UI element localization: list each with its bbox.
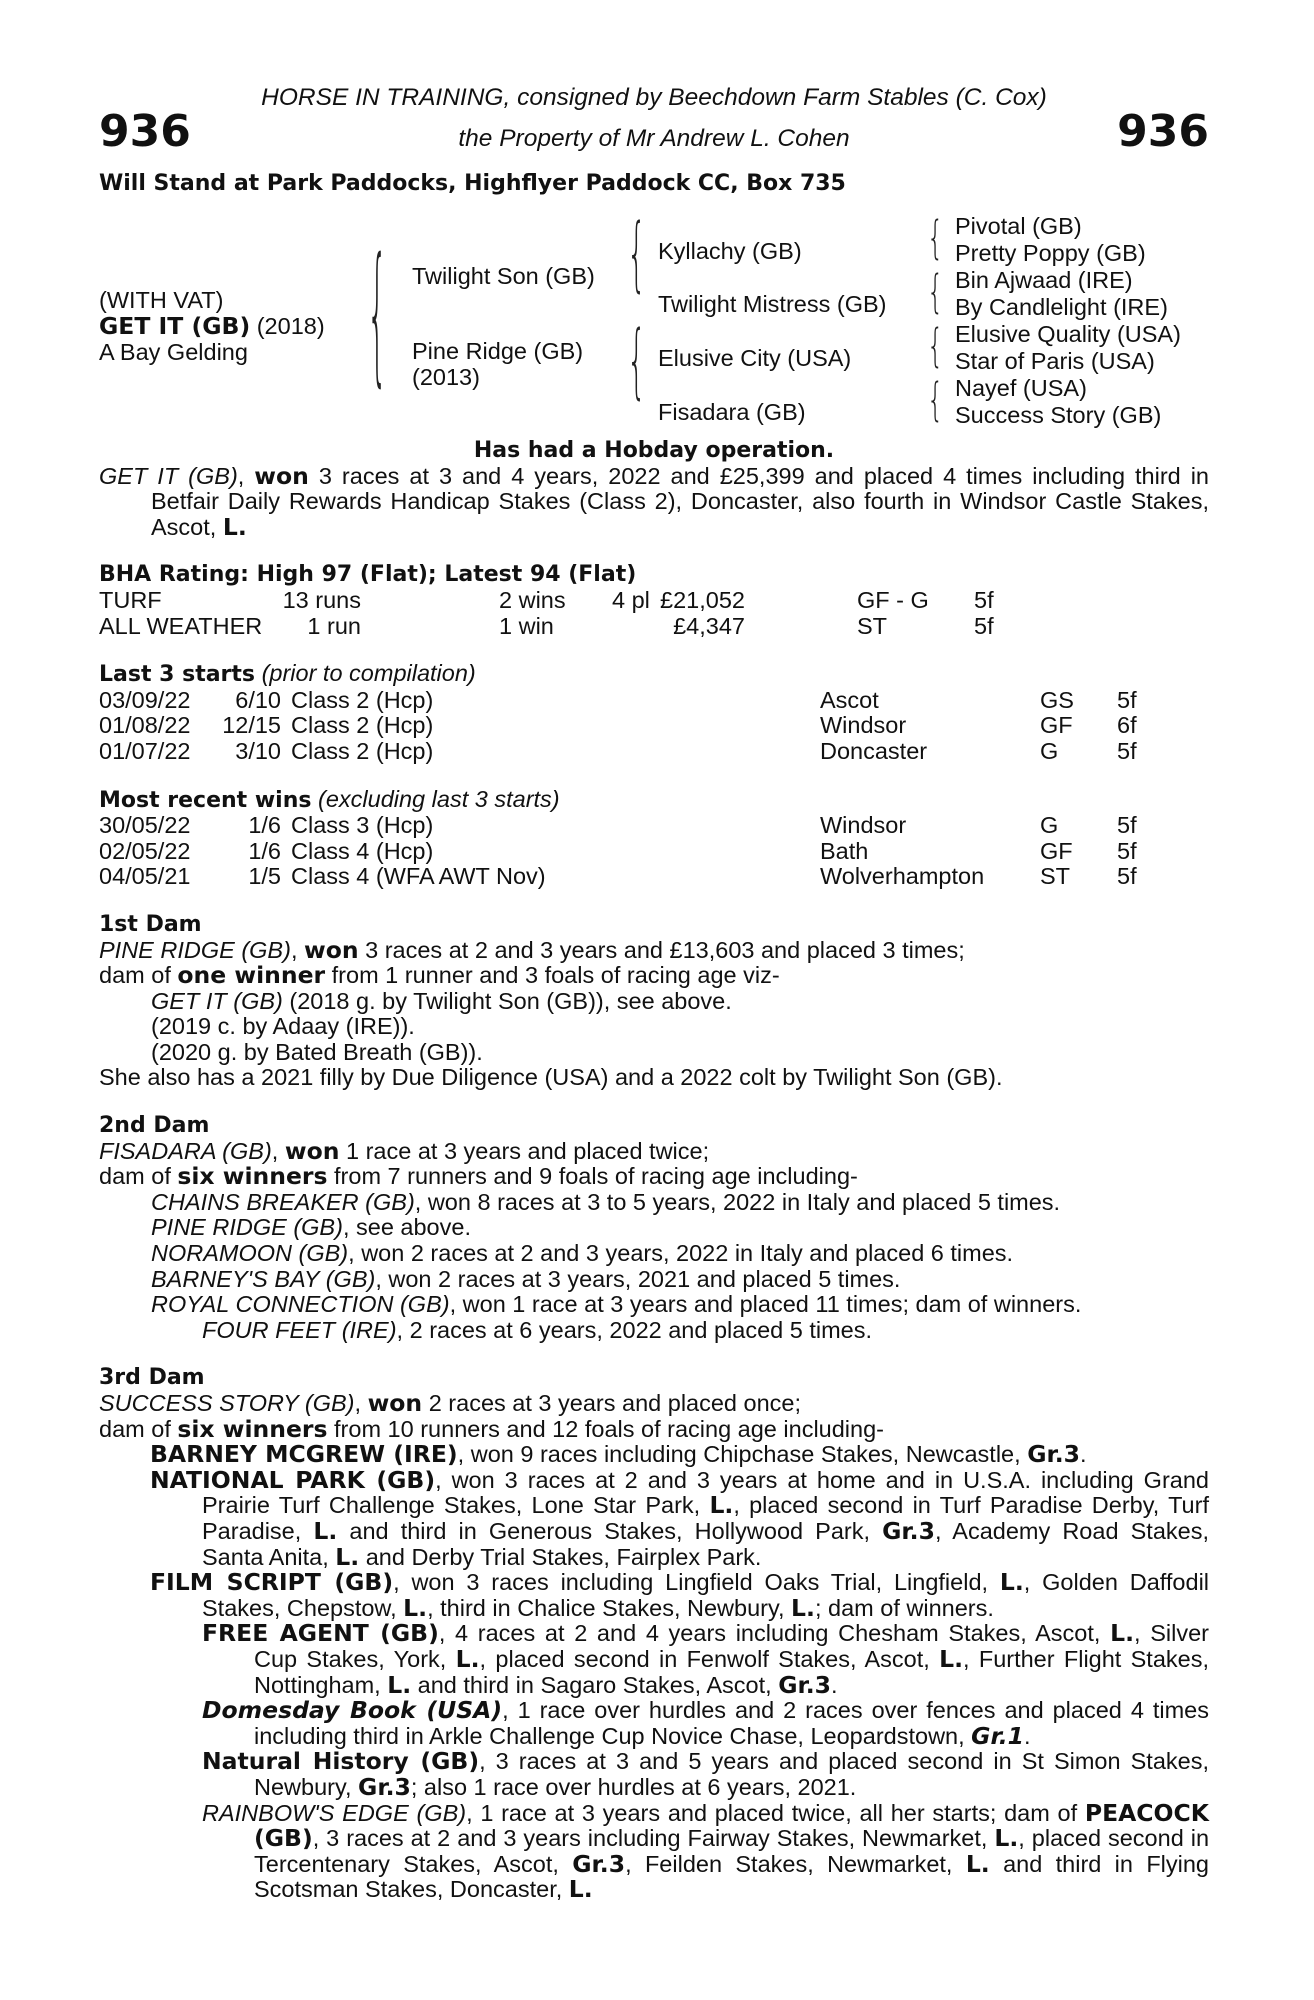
horse-name: GET IT (GB) [99, 462, 238, 489]
text: , Feilden Stakes, Newmarket, [625, 1850, 966, 1877]
wins-cell: 1 win [499, 612, 554, 639]
going-cell: GF [1040, 837, 1073, 864]
produce-name: GET IT (GB) [151, 987, 283, 1014]
recent-wins-heading [99, 787, 1209, 814]
brace-icon: { [367, 223, 388, 403]
text: dam of [99, 1415, 178, 1442]
produce-item [99, 1267, 1209, 1293]
second-dam-record: FISADARA (GB), won 1 race at 3 years and placed twice; [99, 1136, 710, 1165]
text: . [831, 1671, 838, 1698]
winners-count: six winners [177, 1162, 328, 1191]
recent-wins-table [99, 813, 1209, 890]
lot-number-right: 936 [1117, 106, 1209, 157]
ggp-2: Pretty Poppy (GB) [955, 240, 1146, 266]
grand-produce-item [99, 1749, 1209, 1800]
summary-text: 3 races at 3 and 4 years, 2022 and £25,399 and placed 4 times including third in Betfair Daily Rewards Handicap Stakes (Class 2), Doncaster, also fourth in Windsor Castle Stakes, Ascot, [151, 462, 1210, 540]
text: , third in Chalice Stakes, Newbury, [427, 1594, 792, 1621]
ggp-3: Bin Ajwaad (IRE) [955, 267, 1133, 293]
table-row [99, 864, 1209, 890]
text: and third in Generous Stakes, Hollywood Park, [337, 1517, 883, 1544]
distance-cell: 5f [974, 612, 994, 639]
text: , won 3 races including Lingfield Oaks Trial, Lingfield, [393, 1569, 1000, 1596]
section-note: (excluding last 3 starts) [318, 785, 560, 812]
rating-table [99, 588, 1209, 639]
brace-icon: { [927, 212, 944, 265]
text: , won 3 races at 2 and 3 years at home and in U.S.A. including Grand Prairie Turf Challenge Stakes, Lone Star Park, [202, 1466, 1209, 1519]
position-cell: 1/6 [248, 812, 281, 839]
lot-number-left: 936 [99, 106, 191, 157]
distance-cell: 5f [1117, 837, 1137, 864]
section-title: Last 3 starts [99, 662, 256, 688]
listed-label: L. [791, 1593, 815, 1622]
text: , placed second in Turf Paradise Derby, Turf Paradise, [202, 1492, 1209, 1544]
second-dam-produce-intro [99, 1164, 1209, 1190]
dam-dam: Fisadara (GB) [658, 399, 806, 425]
horse-name: GET IT (GB) [99, 312, 251, 340]
third-dam-record: SUCCESS STORY (GB), won 2 races at 3 years and placed once; [99, 1389, 802, 1417]
consignor-line: HORSE IN TRAINING, consigned by Beechdown Farm Stables (C. Cox) [261, 84, 1047, 111]
race-summary: GET IT (GB), won 3 races at 3 and 4 years, 2022 and £25,399 and placed 4 times including third in Betfair Daily Rewards Handicap Stakes (Class 2), Doncaster, also fourth in Windsor Castle Stakes, Ascot, L. [99, 461, 1210, 541]
dam-name: FISADARA (GB) [99, 1137, 272, 1164]
going-cell: ST [857, 612, 888, 639]
runs-cell: 13 runs [282, 586, 361, 613]
position-cell: 12/15 [222, 712, 281, 739]
table-row [99, 813, 1209, 839]
produce-item: (2019 c. by Adaay (IRE)). [151, 1013, 415, 1040]
grand-produce-item [99, 1698, 1209, 1749]
distance-cell: 5f [1117, 812, 1137, 839]
pedigree-table [99, 198, 1209, 428]
distance-cell: 5f [974, 586, 994, 613]
produce-text: , won 2 races at 2 and 3 years, 2022 in Italy and placed 6 times. [348, 1240, 1014, 1267]
date-cell: 01/08/22 [99, 712, 191, 739]
brace-icon: { [927, 266, 944, 319]
race-cell: Class 4 (WFA AWT Nov) [291, 863, 546, 890]
text: , 4 races at 2 and 4 years including Chesham Stakes, Ascot, [438, 1620, 1111, 1647]
listed-label: L. [965, 1849, 990, 1878]
listed-label: L. [403, 1593, 428, 1622]
first-dam-record: PINE RIDGE (GB), won 3 races at 2 and 3 years and £13,603 and placed 3 times; [99, 935, 965, 964]
won-label: won [304, 935, 359, 964]
grand-produce-item [99, 1798, 1210, 1904]
text: and Derby Trial Stakes, Fairplex Park. [359, 1543, 762, 1570]
produce-name: FOUR FEET (IRE) [202, 1316, 397, 1343]
date-cell: 03/09/22 [99, 686, 191, 713]
first-dam-title: 1st Dam [99, 911, 202, 937]
stand-line: Will Stand at Park Paddocks, Highflyer Paddock CC, Box 735 [99, 171, 846, 196]
catalogue-page [99, 80, 1209, 1903]
position-cell: 6/10 [235, 686, 281, 713]
sire-sire: Kyllachy (GB) [658, 238, 802, 264]
produce-item [99, 1241, 1209, 1267]
table-row [99, 839, 1209, 865]
horse-name-line [99, 314, 325, 340]
text: , placed second in Tercentenary Stakes, Ascot, [254, 1825, 1210, 1877]
listed-label: L. [335, 1542, 360, 1571]
produce-item [99, 1292, 1209, 1318]
produce-name: RAINBOW'S EDGE (GB) [202, 1799, 467, 1826]
produce-name: Domesday Book (USA) [202, 1696, 503, 1725]
distance-cell: 5f [1117, 863, 1137, 890]
date-cell: 01/07/22 [99, 737, 191, 764]
distance-cell: 5f [1117, 737, 1137, 764]
text: , Silver Cup Stakes, York, [254, 1620, 1209, 1672]
date-cell: 04/05/21 [99, 863, 191, 890]
produce-name: NORAMOON (GB) [151, 1240, 349, 1267]
ggp-6: Star of Paris (USA) [955, 348, 1155, 374]
course-cell: Windsor [820, 812, 907, 839]
distance-cell: 6f [1117, 712, 1137, 739]
course-cell: Doncaster [820, 737, 928, 764]
text: ; also 1 race over hurdles at 6 years, 2021. [410, 1773, 857, 1800]
text: , placed second in Fenwolf Stakes, Ascot, [479, 1645, 940, 1672]
produce-name: Natural History (GB) [202, 1747, 480, 1776]
produce-item [99, 989, 1209, 1015]
position-cell: 1/5 [248, 863, 281, 890]
text: . [1080, 1441, 1087, 1468]
second-dam-title: 2nd Dam [99, 1113, 210, 1139]
listed-label: L. [455, 1644, 480, 1673]
dam-name: SUCCESS STORY (GB) [99, 1390, 355, 1416]
produce-item [99, 1190, 1209, 1216]
grade-label: Gr.3 [882, 1516, 935, 1545]
produce-item [99, 1570, 1209, 1621]
date-cell: 02/05/22 [99, 837, 191, 864]
produce-name: BARNEY'S BAY (GB) [151, 1265, 376, 1292]
text: from 10 runners and 12 foals of racing age including- [327, 1415, 884, 1442]
going-cell: GF - G [857, 586, 929, 613]
lot-header [99, 80, 1209, 158]
section-note: (prior to compilation) [261, 660, 476, 687]
race-cell: Class 2 (Hcp) [291, 712, 434, 739]
produce-item [99, 1215, 1209, 1241]
position-cell: 3/10 [235, 737, 281, 764]
course-cell: Windsor [820, 712, 907, 739]
text: ; dam of winners. [814, 1594, 994, 1621]
text: , 1 race at 3 years and placed twice, all her starts; dam of [466, 1799, 1085, 1826]
produce-text: (2018 g. by Twilight Son (GB)), see above. [282, 987, 732, 1014]
distance-cell: 5f [1117, 686, 1137, 713]
produce-name: NATIONAL PARK (GB) [150, 1465, 436, 1494]
first-dam-produce-intro [99, 963, 1209, 989]
produce-item [99, 1465, 1209, 1571]
grade-label: Gr.3 [572, 1849, 626, 1878]
won-label: won [254, 461, 309, 490]
listed-label: L. [709, 1491, 734, 1520]
dam-text: 1 race at 3 years and placed twice; [339, 1137, 710, 1164]
text: , Further Flight Stakes, Nottingham, [254, 1645, 1210, 1698]
text: , Academy Road Stakes, Santa Anita, [202, 1517, 1209, 1570]
produce-item [99, 1442, 1209, 1468]
race-cell: Class 3 (Hcp) [291, 812, 434, 839]
text: dam of [99, 1163, 178, 1190]
produce-text: , won 8 races at 3 to 5 years, 2022 in Italy and placed 5 times. [414, 1188, 1061, 1215]
ggp-5: Elusive Quality (USA) [955, 321, 1181, 347]
produce-name: PINE RIDGE (GB) [151, 1214, 343, 1241]
third-dam-produce-intro [99, 1414, 1209, 1443]
sire: Twilight Son (GB) [412, 263, 595, 289]
winners-count: one winner [177, 961, 326, 990]
text: , Golden Daffodil Stakes, Chepstow, [202, 1569, 1210, 1621]
sire-dam: Twilight Mistress (GB) [658, 291, 887, 317]
listed-label: L. [939, 1644, 964, 1673]
going-cell: G [1040, 812, 1059, 839]
horse-year: (2018) [256, 313, 325, 339]
position-cell: 1/6 [248, 837, 281, 864]
text: from 1 runner and 3 foals of racing age viz- [325, 962, 780, 989]
going-cell: ST [1040, 863, 1071, 890]
table-row [99, 713, 1209, 739]
prize-cell: £21,052 [660, 586, 745, 613]
course-cell: Bath [820, 837, 869, 864]
text: , 1 race over hurdles and 2 races over fences and placed 4 times including third in Arkle Challenge Cup Novice Chase, Leopardstown, [254, 1697, 1209, 1749]
listed-label: L. [222, 512, 247, 541]
listed-label: L. [313, 1516, 338, 1545]
ggp-1: Pivotal (GB) [955, 213, 1082, 239]
text: . [1023, 1722, 1031, 1749]
grand-produce-item [99, 1318, 1209, 1344]
dam-text: 2 races at 3 years and placed once; [422, 1390, 802, 1416]
produce-name: PEACOCK (GB) [254, 1798, 1209, 1853]
table-row [99, 588, 1209, 614]
section-title: Most recent wins [99, 787, 312, 813]
produce-item: (2020 g. by Bated Breath (GB)). [151, 1038, 483, 1065]
surface-cell: TURF [99, 586, 162, 613]
race-cell: Class 4 (Hcp) [291, 837, 434, 864]
grade-label: Gr.3 [778, 1670, 832, 1699]
won-label: won [284, 1136, 340, 1165]
date-cell: 30/05/22 [99, 812, 191, 839]
ggp-4: By Candlelight (IRE) [955, 294, 1168, 320]
text: from 7 runners and 9 foals of racing age including- [327, 1163, 858, 1190]
text: , 3 races at 2 and 3 years including Fairway Stakes, Newmarket, [312, 1825, 995, 1852]
produce-text: , won 9 races including Chipchase Stakes, Newcastle, [457, 1441, 1028, 1468]
hobday-notice: Has had a Hobday operation. [473, 438, 835, 463]
runs-cell: 1 run [307, 612, 361, 639]
grand-produce-item [99, 1621, 1209, 1698]
wins-cell: 2 wins [499, 586, 566, 613]
dam-sire: Elusive City (USA) [658, 345, 852, 371]
course-cell: Ascot [820, 686, 879, 713]
produce-name: CHAINS BREAKER (GB) [151, 1188, 415, 1215]
placed-cell: 4 pl [612, 586, 650, 613]
going-cell: GS [1040, 686, 1074, 713]
ggp-8: Success Story (GB) [955, 402, 1162, 428]
horse-description: A Bay Gelding [99, 339, 248, 365]
produce-text: , won 2 races at 3 years, 2021 and placed 5 times. [375, 1265, 901, 1292]
grade-label: Gr.3 [358, 1772, 411, 1801]
winners-count: six winners [177, 1414, 328, 1443]
produce-text: , see above. [342, 1214, 471, 1241]
brace-icon: { [927, 320, 944, 373]
listed-label: L. [1110, 1619, 1135, 1648]
going-cell: GF [1040, 712, 1073, 739]
produce-name: FILM SCRIPT (GB) [150, 1568, 394, 1597]
surface-cell: ALL WEATHER [99, 612, 263, 639]
listed-label: L. [568, 1875, 593, 1904]
table-row [99, 739, 1209, 765]
text: dam of [99, 962, 178, 989]
text: , 3 races at 3 and 5 years and placed second in St Simon Stakes, Newbury, [254, 1748, 1209, 1800]
bha-rating-title: BHA Rating: High 97 (Flat); Latest 94 (Flat) [99, 562, 637, 588]
grade-label: Gr.1 [971, 1721, 1024, 1750]
text: and third in Sagaro Stakes, Ascot, [411, 1671, 779, 1698]
produce-text: , won 1 race at 3 years and placed 11 times; dam of winners. [449, 1291, 1082, 1318]
going-cell: G [1040, 737, 1059, 764]
prize-cell: £4,347 [673, 612, 745, 639]
produce-text: , 2 races at 6 years, 2022 and placed 5 times. [396, 1316, 873, 1343]
first-dam-footer: She also has a 2021 filly by Due Diligence (USA) and a 2022 colt by Twilight Son (GB). [99, 1064, 1003, 1091]
property-line: the Property of Mr Andrew L. Cohen [458, 125, 850, 152]
last-3-heading [99, 661, 1209, 688]
race-cell: Class 2 (Hcp) [291, 737, 434, 764]
brace-icon: { [927, 374, 944, 427]
won-label: won [367, 1389, 423, 1417]
brace-icon: { [627, 207, 647, 303]
race-cell: Class 2 (Hcp) [291, 686, 434, 713]
dam: Pine Ridge (GB) [412, 338, 584, 364]
produce-name: FREE AGENT (GB) [202, 1619, 439, 1648]
dam-name: PINE RIDGE (GB) [99, 936, 291, 963]
brace-icon: { [627, 314, 647, 410]
produce-name: ROYAL CONNECTION (GB) [151, 1291, 450, 1318]
last-3-table [99, 688, 1209, 765]
listed-label: L. [999, 1568, 1024, 1597]
dam-text: 3 races at 2 and 3 years and £13,603 and placed 3 times; [358, 936, 965, 963]
table-row [99, 688, 1209, 714]
listed-label: L. [387, 1670, 412, 1699]
grade-label: Gr.3 [1027, 1440, 1080, 1469]
text: and third in Flying Scotsman Stakes, Doncaster, [254, 1850, 1210, 1903]
vat-note: (WITH VAT) [99, 287, 224, 313]
produce-name: BARNEY MCGREW (IRE) [150, 1440, 458, 1469]
course-cell: Wolverhampton [820, 863, 985, 890]
ggp-7: Nayef (USA) [955, 375, 1087, 401]
third-dam-title: 3rd Dam [99, 1365, 205, 1391]
dam-year: (2013) [412, 364, 480, 390]
table-row [99, 614, 1209, 640]
listed-label: L. [994, 1824, 1019, 1853]
